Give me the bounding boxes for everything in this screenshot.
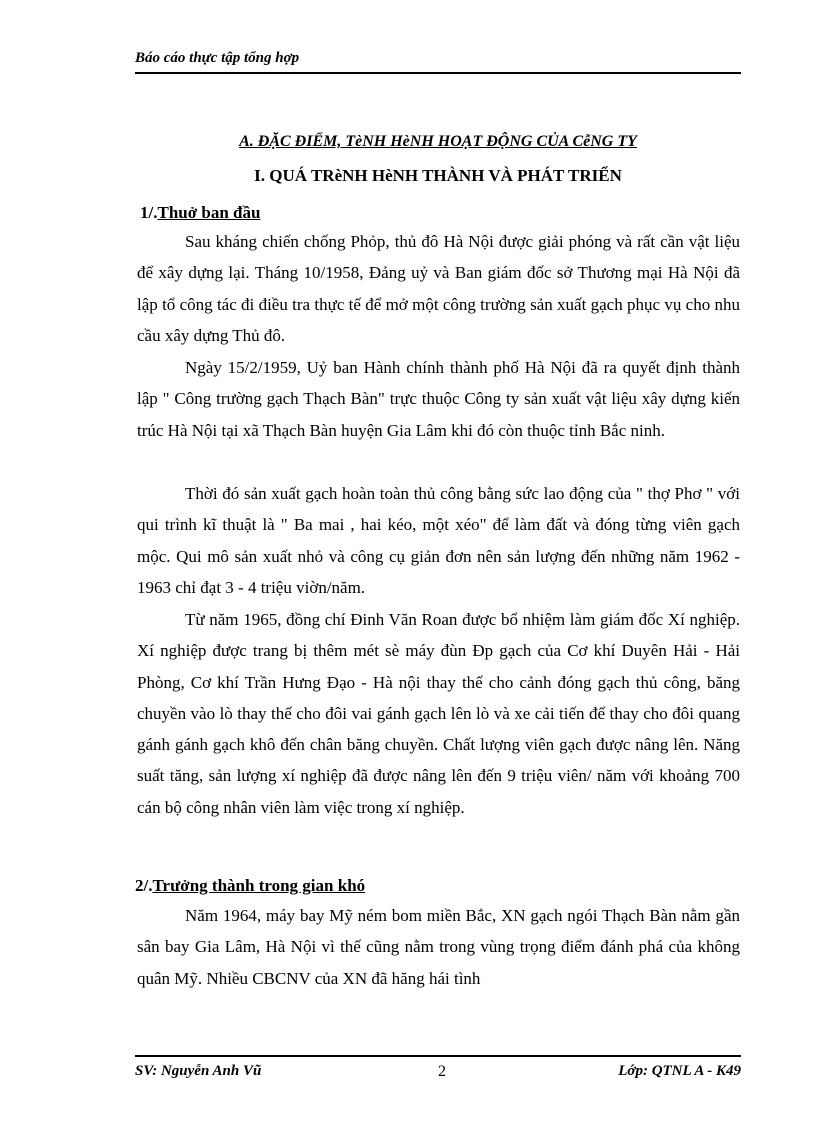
section-heading-i: I. QUÁ TRèNH HèNH THÀNH VÀ PHÁT TRIỂN bbox=[254, 166, 622, 185]
subsection-heading-1 bbox=[140, 203, 260, 223]
paragraph: Từ năm 1965, đồng chí Đinh Văn Roan được bổ nhiệm làm giám đốc Xí nghiệp. Xí nghiệp được trang bị thêm mét sè máy đùn Ðp gạch của Cơ khí Duyên Hải - Hải Phòng, Cơ khí Trần Hưng Đạo - Hà nội thay thế cho cảnh đóng gạch thủ công, băng chuyền vào lò thay thế cho đôi vai gánh gạch lên lò và xe cải tiến để thay cho đôi quang gánh gánh gạch khô đến chân băng chuyền. Chất lượng viên gạch được nâng lên. Năng suất tăng, sản lượng xí nghiệp đã được nâng lên đến 9 triệu viên/ năm với khoảng 700 cán bộ công nhân viên làm việc trong xí nghiệp. bbox=[137, 610, 740, 817]
subsection-number: 1/. bbox=[140, 203, 158, 222]
subsection-number: 2/. bbox=[135, 876, 153, 895]
header-title: Báo cáo thực tập tổng hợp bbox=[135, 50, 300, 66]
section-heading-a: A. ĐẶC ĐIỂM, TèNH HèNH HOẠT ĐỘNG CỦA CễNG TY bbox=[239, 133, 637, 150]
footer-student: SV: Nguyễn Anh Vũ bbox=[135, 1063, 262, 1079]
paragraph: Thời đó sản xuất gạch hoàn toàn thủ công bằng sức lao động của " thợ Phơ " với qui trình kĩ thuật là " Ba mai , hai kéo, một xéo" để làm đất và đóng từng viên gạch mộc. Qui mô sản xuất nhỏ và công cụ giản đơn nên sản lượng đến những năm 1962 - 1963 chỉ đạt 3 - 4 triệu viờn/năm. bbox=[137, 484, 740, 597]
page-header bbox=[135, 48, 741, 74]
subsection-title: Trưởng thành trong gian khó bbox=[152, 876, 366, 895]
subsection-title: Thuở ban đầu bbox=[157, 203, 261, 222]
page-footer bbox=[135, 1055, 741, 1085]
page-number: 2 bbox=[438, 1063, 446, 1080]
paragraph: Sau kháng chiến chống Phỏp, thủ đô Hà Nội được giải phóng và rất cần vật liệu để xây dựng lại. Tháng 10/1958, Đảng uỷ và Ban giám đốc sở Thương mại Hà Nội đã lập tổ công tác đi điều tra thực tế để mở một công trường sản xuất gạch phục vụ cho nhu cầu xây dựng Thủ đô. bbox=[137, 232, 740, 345]
paragraph: Năm 1964, máy bay Mỹ ném bom miền Bắc, XN gạch ngói Thạch Bàn nằm gần sân bay Gia Lâm, Hà Nội vì thế cũng nằm trong vùng trọng điểm đánh phá của không quân Mỹ. Nhiều CBCNV của XN đã hăng hái tình bbox=[137, 906, 740, 988]
footer-class: Lớp: QTNL A - K49 bbox=[618, 1063, 741, 1079]
paragraph: Ngày 15/2/1959, Uỷ ban Hành chính thành phố Hà Nội đã ra quyết định thành lập " Công trường gạch Thạch Bàn" trực thuộc Công ty sản xuất vật liệu xây dựng kiến trúc Hà Nội tại xã Thạch Bàn huyện Gia Lâm khi đó còn thuộc tỉnh Bắc ninh. bbox=[137, 358, 740, 440]
subsection-heading-2 bbox=[135, 876, 365, 896]
